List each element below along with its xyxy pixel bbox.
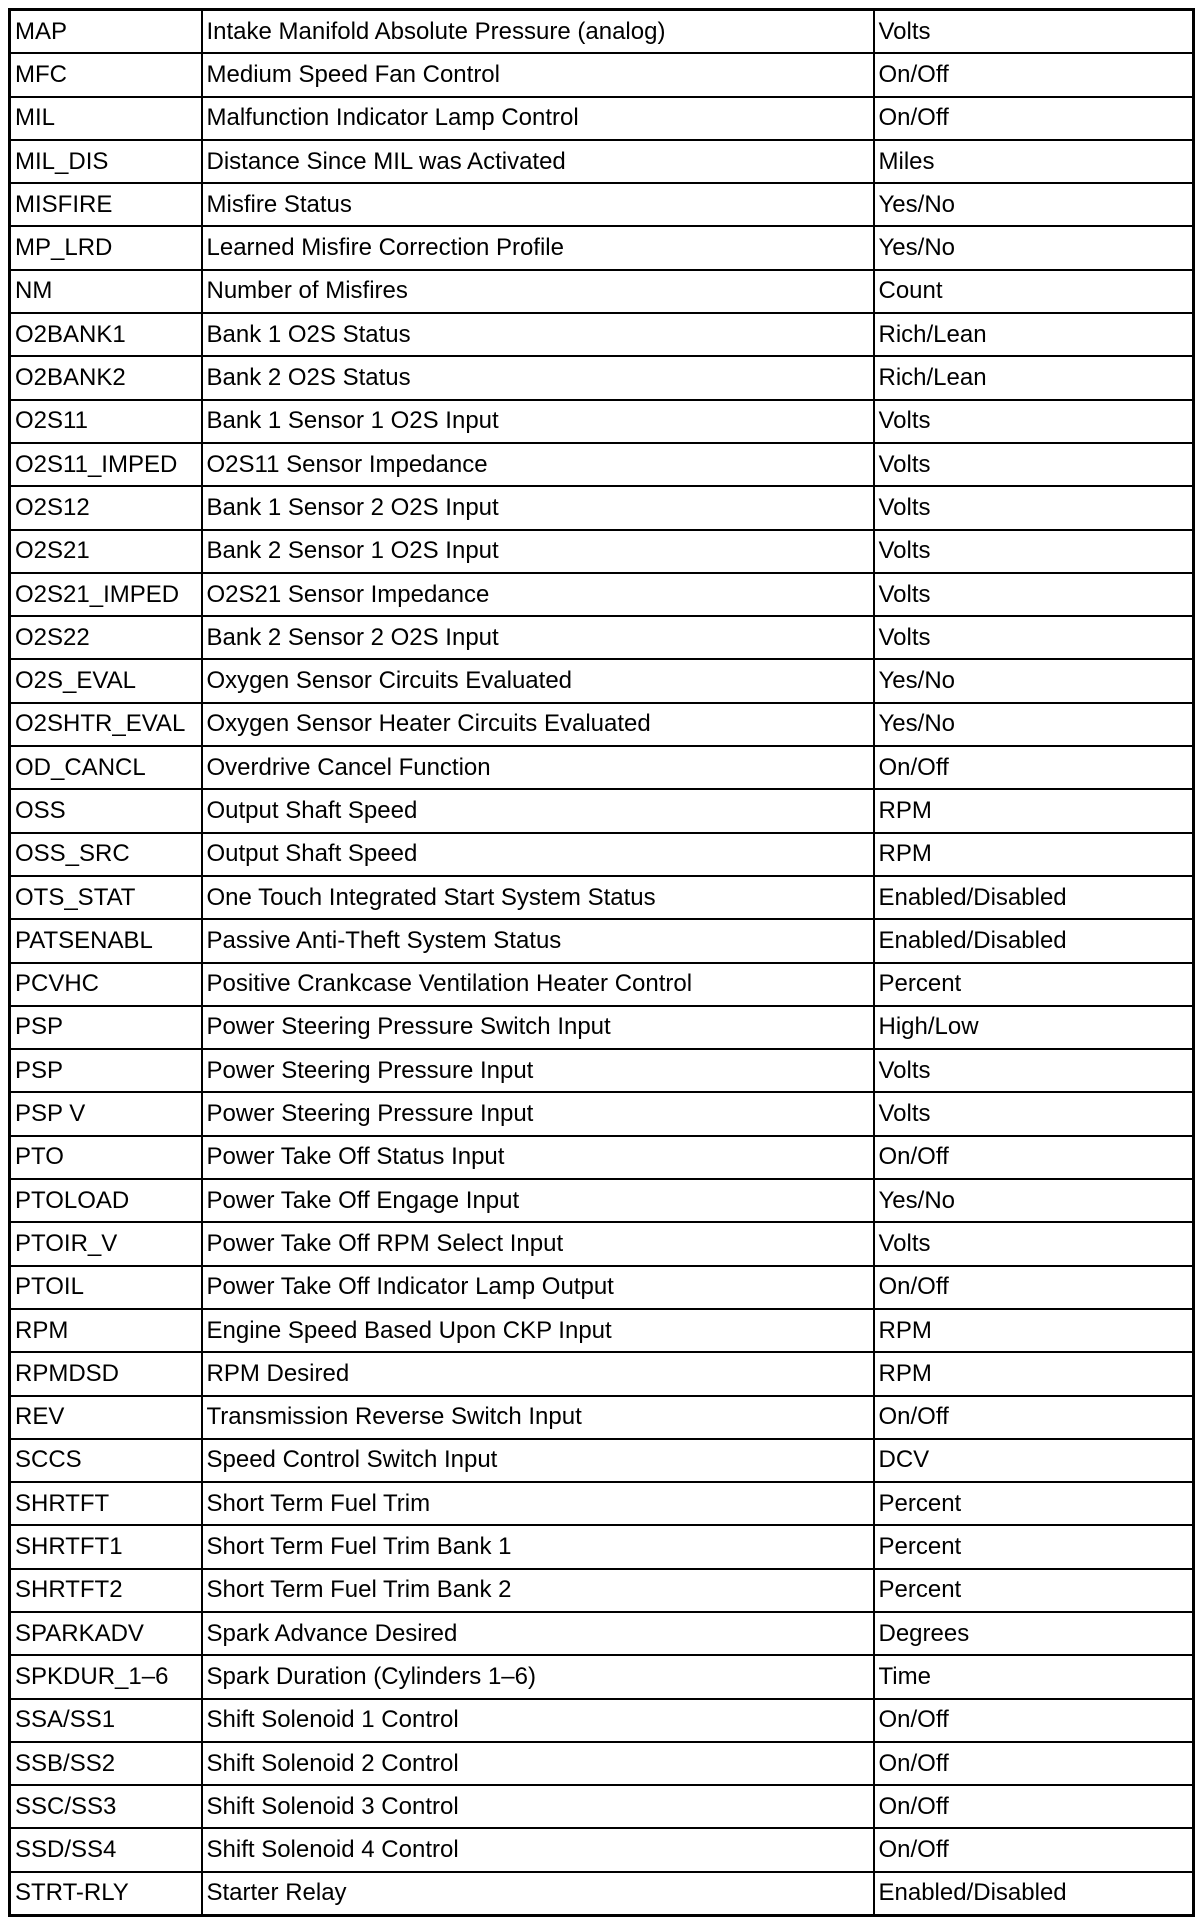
- unit-cell: Yes/No: [874, 1179, 1194, 1222]
- pid-cell: SCCS: [10, 1439, 202, 1482]
- unit-cell: On/Off: [874, 53, 1194, 96]
- pid-cell: PTOIL: [10, 1266, 202, 1309]
- description-cell: Bank 1 Sensor 2 O2S Input: [202, 486, 874, 529]
- description-cell: Distance Since MIL was Activated: [202, 140, 874, 183]
- pid-cell: O2S22: [10, 616, 202, 659]
- description-cell: Power Take Off Engage Input: [202, 1179, 874, 1222]
- description-cell: Short Term Fuel Trim Bank 2: [202, 1569, 874, 1612]
- table-row: [10, 1655, 1194, 1698]
- description-cell: Intake Manifold Absolute Pressure (analog): [202, 10, 874, 54]
- unit-cell: Enabled/Disabled: [874, 876, 1194, 919]
- unit-cell: DCV: [874, 1439, 1194, 1482]
- unit-cell: Volts: [874, 1222, 1194, 1265]
- pid-cell: REV: [10, 1396, 202, 1439]
- unit-cell: Rich/Lean: [874, 356, 1194, 399]
- table-row: [10, 1396, 1194, 1439]
- unit-cell: Percent: [874, 1482, 1194, 1525]
- unit-cell: Miles: [874, 140, 1194, 183]
- pid-cell: O2SHTR_EVAL: [10, 703, 202, 746]
- pid-cell: MP_LRD: [10, 226, 202, 269]
- pid-cell: SSB/SS2: [10, 1742, 202, 1785]
- table-row: [10, 1612, 1194, 1655]
- table-row: [10, 313, 1194, 356]
- pid-cell: PSP V: [10, 1092, 202, 1135]
- pid-cell: MIL_DIS: [10, 140, 202, 183]
- unit-cell: Yes/No: [874, 659, 1194, 702]
- table-row: [10, 1309, 1194, 1352]
- unit-cell: Enabled/Disabled: [874, 1872, 1194, 1916]
- description-cell: Misfire Status: [202, 183, 874, 226]
- description-cell: Transmission Reverse Switch Input: [202, 1396, 874, 1439]
- unit-cell: On/Off: [874, 1742, 1194, 1785]
- pid-cell: OSS_SRC: [10, 833, 202, 876]
- unit-cell: Percent: [874, 1525, 1194, 1568]
- table-row: [10, 1222, 1194, 1265]
- table-row: [10, 1785, 1194, 1828]
- description-cell: Malfunction Indicator Lamp Control: [202, 97, 874, 140]
- pid-cell: PSP: [10, 1006, 202, 1049]
- pid-cell: SHRTFT: [10, 1482, 202, 1525]
- table-row: [10, 1179, 1194, 1222]
- table-row: [10, 400, 1194, 443]
- pid-cell: SSC/SS3: [10, 1785, 202, 1828]
- table-row: [10, 1049, 1194, 1092]
- unit-cell: Volts: [874, 486, 1194, 529]
- table-row: [10, 876, 1194, 919]
- description-cell: O2S21 Sensor Impedance: [202, 573, 874, 616]
- pid-cell: SPKDUR_1–6: [10, 1655, 202, 1698]
- table-row: [10, 833, 1194, 876]
- table-row: [10, 746, 1194, 789]
- table-row: [10, 1742, 1194, 1785]
- pid-cell: MIL: [10, 97, 202, 140]
- description-cell: Spark Duration (Cylinders 1–6): [202, 1655, 874, 1698]
- pid-cell: O2S12: [10, 486, 202, 529]
- table-row: [10, 183, 1194, 226]
- pid-cell: SSA/SS1: [10, 1699, 202, 1742]
- table-row: [10, 789, 1194, 832]
- pid-reference-table: [8, 8, 1195, 1917]
- description-cell: Short Term Fuel Trim: [202, 1482, 874, 1525]
- description-cell: RPM Desired: [202, 1352, 874, 1395]
- table-row: [10, 573, 1194, 616]
- unit-cell: On/Off: [874, 746, 1194, 789]
- table-row: [10, 1828, 1194, 1871]
- table-row: [10, 1569, 1194, 1612]
- pid-cell: SPARKADV: [10, 1612, 202, 1655]
- table-row: [10, 530, 1194, 573]
- unit-cell: Degrees: [874, 1612, 1194, 1655]
- unit-cell: Rich/Lean: [874, 313, 1194, 356]
- table-row: [10, 703, 1194, 746]
- description-cell: Power Take Off RPM Select Input: [202, 1222, 874, 1265]
- unit-cell: On/Off: [874, 1785, 1194, 1828]
- pid-cell: O2S21_IMPED: [10, 573, 202, 616]
- unit-cell: On/Off: [874, 97, 1194, 140]
- description-cell: Power Steering Pressure Switch Input: [202, 1006, 874, 1049]
- unit-cell: RPM: [874, 1352, 1194, 1395]
- unit-cell: RPM: [874, 789, 1194, 832]
- table-row: [10, 1872, 1194, 1916]
- description-cell: Speed Control Switch Input: [202, 1439, 874, 1482]
- description-cell: Shift Solenoid 2 Control: [202, 1742, 874, 1785]
- unit-cell: Volts: [874, 1092, 1194, 1135]
- pid-cell: MISFIRE: [10, 183, 202, 226]
- pid-cell: O2BANK1: [10, 313, 202, 356]
- description-cell: O2S11 Sensor Impedance: [202, 443, 874, 486]
- description-cell: Starter Relay: [202, 1872, 874, 1916]
- unit-cell: Yes/No: [874, 226, 1194, 269]
- pid-cell: RPM: [10, 1309, 202, 1352]
- pid-cell: RPMDSD: [10, 1352, 202, 1395]
- description-cell: Short Term Fuel Trim Bank 1: [202, 1525, 874, 1568]
- pid-cell: STRT-RLY: [10, 1872, 202, 1916]
- description-cell: Overdrive Cancel Function: [202, 746, 874, 789]
- description-cell: Number of Misfires: [202, 270, 874, 313]
- description-cell: Output Shaft Speed: [202, 789, 874, 832]
- table-row: [10, 1092, 1194, 1135]
- pid-cell: MAP: [10, 10, 202, 54]
- unit-cell: Volts: [874, 573, 1194, 616]
- table-row: [10, 1266, 1194, 1309]
- table-row: [10, 963, 1194, 1006]
- table-row: [10, 1439, 1194, 1482]
- pid-cell: OSS: [10, 789, 202, 832]
- pid-cell: O2S21: [10, 530, 202, 573]
- pid-cell: O2S11: [10, 400, 202, 443]
- table-row: [10, 270, 1194, 313]
- description-cell: Learned Misfire Correction Profile: [202, 226, 874, 269]
- description-cell: Oxygen Sensor Heater Circuits Evaluated: [202, 703, 874, 746]
- unit-cell: RPM: [874, 1309, 1194, 1352]
- description-cell: Shift Solenoid 1 Control: [202, 1699, 874, 1742]
- table-row: [10, 97, 1194, 140]
- table-row: [10, 140, 1194, 183]
- unit-cell: Yes/No: [874, 183, 1194, 226]
- unit-cell: Volts: [874, 616, 1194, 659]
- description-cell: One Touch Integrated Start System Status: [202, 876, 874, 919]
- pid-cell: SHRTFT2: [10, 1569, 202, 1612]
- description-cell: Output Shaft Speed: [202, 833, 874, 876]
- unit-cell: On/Off: [874, 1828, 1194, 1871]
- unit-cell: Time: [874, 1655, 1194, 1698]
- table-row: [10, 919, 1194, 962]
- table-row: [10, 10, 1194, 54]
- unit-cell: Enabled/Disabled: [874, 919, 1194, 962]
- pid-table-body: [10, 10, 1194, 1916]
- unit-cell: Volts: [874, 530, 1194, 573]
- pid-cell: PTO: [10, 1136, 202, 1179]
- description-cell: Spark Advance Desired: [202, 1612, 874, 1655]
- description-cell: Shift Solenoid 3 Control: [202, 1785, 874, 1828]
- description-cell: Shift Solenoid 4 Control: [202, 1828, 874, 1871]
- description-cell: Power Take Off Indicator Lamp Output: [202, 1266, 874, 1309]
- table-row: [10, 1006, 1194, 1049]
- description-cell: Bank 2 O2S Status: [202, 356, 874, 399]
- unit-cell: Volts: [874, 1049, 1194, 1092]
- unit-cell: Volts: [874, 10, 1194, 54]
- description-cell: Bank 1 O2S Status: [202, 313, 874, 356]
- description-cell: Bank 2 Sensor 1 O2S Input: [202, 530, 874, 573]
- unit-cell: Volts: [874, 400, 1194, 443]
- table-row: [10, 443, 1194, 486]
- pid-cell: PCVHC: [10, 963, 202, 1006]
- unit-cell: On/Off: [874, 1699, 1194, 1742]
- description-cell: Engine Speed Based Upon CKP Input: [202, 1309, 874, 1352]
- description-cell: Power Steering Pressure Input: [202, 1049, 874, 1092]
- description-cell: Positive Crankcase Ventilation Heater Control: [202, 963, 874, 1006]
- table-row: [10, 1136, 1194, 1179]
- description-cell: Bank 1 Sensor 1 O2S Input: [202, 400, 874, 443]
- unit-cell: Percent: [874, 1569, 1194, 1612]
- unit-cell: On/Off: [874, 1136, 1194, 1179]
- table-row: [10, 1352, 1194, 1395]
- pid-cell: OTS_STAT: [10, 876, 202, 919]
- pid-cell: OD_CANCL: [10, 746, 202, 789]
- description-cell: Power Take Off Status Input: [202, 1136, 874, 1179]
- unit-cell: Volts: [874, 443, 1194, 486]
- description-cell: Bank 2 Sensor 2 O2S Input: [202, 616, 874, 659]
- table-row: [10, 659, 1194, 702]
- description-cell: Passive Anti-Theft System Status: [202, 919, 874, 962]
- table-row: [10, 616, 1194, 659]
- pid-cell: PATSENABL: [10, 919, 202, 962]
- table-row: [10, 1699, 1194, 1742]
- description-cell: Medium Speed Fan Control: [202, 53, 874, 96]
- table-row: [10, 1482, 1194, 1525]
- table-row: [10, 486, 1194, 529]
- pid-cell: PTOLOAD: [10, 1179, 202, 1222]
- table-row: [10, 226, 1194, 269]
- pid-cell: MFC: [10, 53, 202, 96]
- pid-cell: PSP: [10, 1049, 202, 1092]
- table-row: [10, 356, 1194, 399]
- pid-cell: O2BANK2: [10, 356, 202, 399]
- unit-cell: On/Off: [874, 1266, 1194, 1309]
- unit-cell: Count: [874, 270, 1194, 313]
- table-row: [10, 53, 1194, 96]
- pid-cell: SHRTFT1: [10, 1525, 202, 1568]
- pid-cell: PTOIR_V: [10, 1222, 202, 1265]
- description-cell: Power Steering Pressure Input: [202, 1092, 874, 1135]
- unit-cell: High/Low: [874, 1006, 1194, 1049]
- pid-cell: SSD/SS4: [10, 1828, 202, 1871]
- pid-cell: O2S11_IMPED: [10, 443, 202, 486]
- unit-cell: Yes/No: [874, 703, 1194, 746]
- table-row: [10, 1525, 1194, 1568]
- unit-cell: On/Off: [874, 1396, 1194, 1439]
- unit-cell: Percent: [874, 963, 1194, 1006]
- pid-cell: O2S_EVAL: [10, 659, 202, 702]
- description-cell: Oxygen Sensor Circuits Evaluated: [202, 659, 874, 702]
- unit-cell: RPM: [874, 833, 1194, 876]
- pid-cell: NM: [10, 270, 202, 313]
